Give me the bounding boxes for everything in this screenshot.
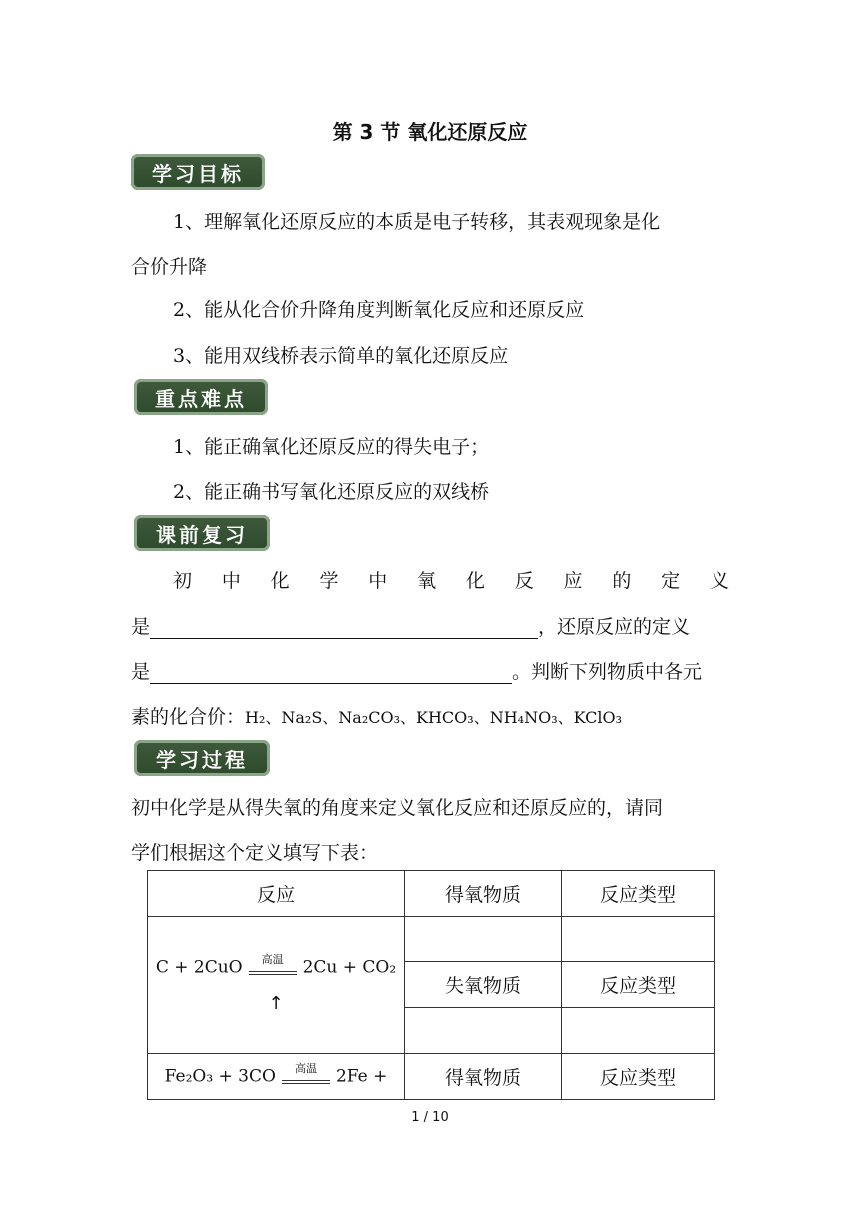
equation-1 [148,952,404,979]
header-reaction-type: 反应类型 [562,871,715,917]
label-gain-oxygen: 得氧物质 [405,1054,562,1100]
objective-1b: 合价升降 [131,256,208,278]
review-char: 的 [612,570,632,592]
label-reaction-type: 反应类型 [562,1054,715,1100]
section-badge-process: 学习过程 [134,740,270,776]
process-line-1: 初中化学是从得失氧的角度来定义氧化反应和还原反应的，请同 [131,797,664,819]
review-char: 化 [270,570,290,592]
condition-label: 高温 [294,1061,317,1075]
answer-cell[interactable] [562,1008,715,1054]
page-number: 1 / 10 [411,1110,449,1125]
review-char: 应 [563,570,583,592]
answer-cell[interactable] [405,917,562,962]
compound-list: H₂、Na₂S、Na₂CO₃、KHCO₃、NH₄NO₃、KClO₃ [245,708,623,727]
header-gain-oxygen: 得氧物质 [405,871,562,917]
review-char: 定 [661,570,681,592]
page-title: 第 3 节 氧化还原反应 [332,120,528,144]
label-lose-oxygen: 失氧物质 [405,962,562,1008]
shi-text: 是 [131,616,151,638]
label-reaction-type: 反应类型 [562,962,715,1008]
eq1-right: 2Cu + CO₂ [302,957,397,977]
review-char: 初 [173,570,193,592]
fill-blank-reduction-definition[interactable] [150,663,512,684]
condition-mark [249,952,297,979]
review-char: 中 [368,570,388,592]
reaction-table [147,870,715,1100]
review-text: 素的化合价： [131,706,246,728]
condition-label: 高温 [261,952,284,966]
review-char: 反 [514,570,534,592]
equation-2 [148,1061,404,1088]
review-char: 义 [709,570,729,592]
objective-2: 2、能从化合价升降角度判断氧化反应和还原反应 [173,299,585,321]
eq1-left: C + 2CuO [155,957,243,977]
key-point-2: 2、能正确书写氧化还原反应的双线桥 [173,481,490,503]
header-reaction: 反应 [148,871,405,917]
objective-1a: 1、理解氧化还原反应的本质是电子转移，其表观现象是化 [173,211,661,233]
eq2-right: 2Fe + [335,1066,388,1086]
condition-mark [282,1061,330,1088]
review-line-2 [131,612,690,639]
review-char: 化 [465,570,485,592]
reaction-cell-1 [148,917,405,1054]
answer-cell[interactable] [405,1008,562,1054]
shi-text: 是 [131,661,151,683]
fill-blank-oxidation-definition[interactable] [150,618,538,639]
objective-3: 3、能用双线桥表示简单的氧化还原反应 [173,345,509,367]
review-line-3 [131,657,702,684]
section-badge-key-points: 重点难点 [134,379,268,415]
review-char: 氧 [417,570,437,592]
arrow-up-icon: ↑ [268,992,284,1014]
review-char: 中 [221,570,241,592]
eq2-left: Fe₂O₃ + 3CO [164,1066,276,1086]
review-line-4 [131,702,622,729]
answer-cell[interactable] [562,917,715,962]
review-text: 。判断下列物质中各元 [512,661,703,683]
review-char: 学 [319,570,339,592]
process-line-2: 学们根据这个定义填写下表： [131,842,379,864]
section-badge-objectives: 学习目标 [131,154,265,190]
review-text: ，还原反应的定义 [538,616,691,638]
section-badge-review: 课前复习 [134,515,270,551]
review-line-1 [173,566,729,593]
reaction-cell-2 [148,1054,405,1100]
key-point-1: 1、能正确氧化还原反应的得失电子； [173,436,490,458]
